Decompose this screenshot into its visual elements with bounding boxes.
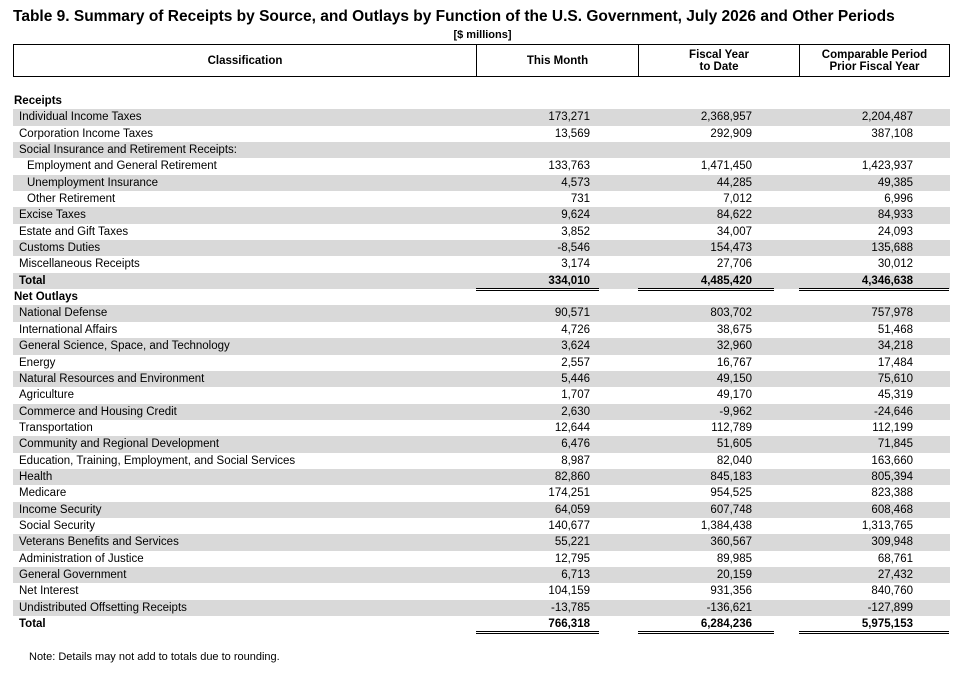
cell-prior-period: 30,012 (877, 258, 913, 271)
cell-prior-period: 45,319 (877, 389, 913, 402)
cell-prior-period: -127,899 (867, 601, 913, 614)
row-label: Individual Income Taxes (19, 111, 142, 124)
cell-prior-period: 840,760 (871, 585, 913, 598)
table-row (13, 207, 950, 223)
cell-prior-period: 823,388 (871, 487, 913, 500)
row-label: Energy (19, 356, 56, 369)
cell-this-month: 3,624 (561, 340, 590, 353)
table-row (13, 355, 950, 371)
table-row (13, 191, 950, 207)
header-fytd-line1: Fiscal Year (689, 48, 749, 61)
cell-fiscal-year-to-date: 4,485,420 (700, 274, 752, 287)
cell-fiscal-year-to-date: 34,007 (716, 225, 752, 238)
cell-fiscal-year-to-date: 51,605 (716, 438, 752, 451)
table-row (13, 224, 950, 240)
cell-this-month: 140,677 (548, 519, 590, 532)
cell-this-month: 82,860 (554, 470, 590, 483)
row-label: Social Security (19, 519, 96, 532)
cell-this-month: 173,271 (548, 111, 590, 124)
row-label: Income Security (19, 503, 102, 516)
row-label: Administration of Justice (19, 552, 144, 565)
row-label: Natural Resources and Environment (19, 372, 205, 385)
row-label: Receipts (14, 95, 62, 107)
table-row (13, 142, 950, 158)
cell-fiscal-year-to-date: 803,702 (710, 307, 752, 320)
cell-fiscal-year-to-date: 112,789 (711, 421, 752, 434)
row-label: Undistributed Offsetting Receipts (19, 601, 187, 614)
row-label: Estate and Gift Taxes (19, 225, 129, 238)
cell-fiscal-year-to-date: 49,170 (716, 389, 752, 402)
section-header-row (13, 93, 950, 109)
cell-this-month: 104,159 (548, 585, 590, 598)
table-row (13, 305, 950, 321)
cell-this-month: 1,707 (561, 389, 590, 402)
row-label: General Science, Space, and Technology (19, 340, 230, 353)
cell-prior-period: 71,845 (877, 438, 913, 451)
cell-prior-period: 5,975,153 (861, 618, 913, 630)
table-row (13, 387, 950, 403)
cell-prior-period: 24,093 (877, 225, 913, 238)
cell-fiscal-year-to-date: 1,471,450 (700, 160, 752, 173)
cell-this-month: -13,785 (550, 601, 590, 614)
cell-fiscal-year-to-date: 360,567 (710, 536, 752, 549)
cell-prior-period: 51,468 (877, 323, 913, 336)
row-label: Community and Regional Development (19, 438, 220, 451)
cell-fiscal-year-to-date: 2,368,957 (700, 111, 752, 124)
total-double-underline (799, 631, 949, 634)
cell-fiscal-year-to-date: 845,183 (710, 470, 752, 483)
cell-this-month: 3,174 (561, 258, 590, 271)
cell-fiscal-year-to-date: -9,962 (719, 405, 752, 418)
row-label: Unemployment Insurance (27, 176, 159, 189)
cell-prior-period: 6,996 (884, 193, 913, 206)
cell-fiscal-year-to-date: 32,960 (716, 340, 752, 353)
table-row (13, 551, 950, 567)
cell-this-month: 731 (570, 193, 590, 206)
cell-this-month: 90,571 (554, 307, 590, 320)
table-row (13, 404, 950, 420)
cell-prior-period: 17,484 (877, 356, 913, 369)
cell-this-month: 55,221 (554, 536, 590, 549)
table-body (13, 93, 950, 632)
row-label: Agriculture (19, 389, 74, 402)
table-title: Table 9. Summary of Receipts by Source, and Outlays by Function of the U.S. Government, July 2026 and Other Periods (13, 8, 895, 25)
cell-this-month: 2,630 (561, 405, 590, 418)
table-row (13, 109, 950, 125)
row-label: Commerce and Housing Credit (19, 405, 177, 418)
cell-this-month: 6,476 (561, 438, 590, 451)
table-row (13, 567, 950, 583)
cell-fiscal-year-to-date: 154,473 (710, 242, 752, 255)
cell-prior-period: 135,688 (871, 242, 913, 255)
header-fiscal-year-to-date (638, 44, 800, 77)
cell-fiscal-year-to-date: 607,748 (710, 503, 752, 516)
footnote: Note: Details may not add to totals due to rounding. (29, 651, 280, 663)
total-double-underline (476, 631, 599, 634)
cell-prior-period: 27,432 (877, 568, 913, 581)
row-label: Education, Training, Employment, and Social Services (19, 454, 296, 467)
cell-prior-period: 163,660 (871, 454, 913, 467)
cell-fiscal-year-to-date: -136,621 (706, 601, 752, 614)
cell-this-month: -8,546 (557, 242, 590, 255)
row-label: Customs Duties (19, 242, 101, 255)
cell-prior-period: -24,646 (873, 405, 913, 418)
cell-prior-period: 112,199 (872, 421, 913, 434)
table-row (13, 436, 950, 452)
cell-fiscal-year-to-date: 82,040 (716, 454, 752, 467)
row-label: Net Interest (19, 585, 79, 598)
row-label: Total (19, 274, 46, 287)
header-classification: Classification (13, 44, 477, 77)
cell-fiscal-year-to-date: 7,012 (723, 193, 752, 206)
cell-prior-period: 34,218 (877, 340, 913, 353)
row-label: International Affairs (19, 323, 118, 336)
table-header (13, 44, 950, 78)
cell-fiscal-year-to-date: 27,706 (716, 258, 752, 271)
cell-prior-period: 75,610 (877, 372, 913, 385)
table-row (13, 240, 950, 256)
total-row (13, 273, 950, 289)
row-label: Employment and General Retirement (27, 160, 217, 173)
cell-fiscal-year-to-date: 44,285 (716, 176, 752, 189)
header-fytd-line2: to Date (699, 60, 739, 73)
cell-prior-period: 805,394 (871, 470, 913, 483)
row-label: Other Retirement (27, 193, 116, 206)
cell-fiscal-year-to-date: 931,356 (710, 585, 752, 598)
cell-prior-period: 49,385 (877, 176, 913, 189)
row-label: Total (19, 618, 46, 630)
cell-prior-period: 84,933 (877, 209, 913, 222)
table-row (13, 502, 950, 518)
table-row (13, 126, 950, 142)
cell-this-month: 3,852 (561, 225, 590, 238)
cell-prior-period: 387,108 (871, 127, 913, 140)
cell-fiscal-year-to-date: 84,622 (716, 209, 752, 222)
row-label: National Defense (19, 307, 108, 320)
table-row (13, 256, 950, 272)
table-row (13, 158, 950, 174)
cell-prior-period: 1,423,937 (861, 160, 913, 173)
table-row (13, 322, 950, 338)
section-header-row (13, 289, 950, 305)
cell-this-month: 64,059 (554, 503, 590, 516)
cell-prior-period: 309,948 (871, 536, 913, 549)
cell-prior-period: 1,313,765 (861, 519, 913, 532)
cell-this-month: 12,795 (554, 552, 590, 565)
cell-this-month: 8,987 (561, 454, 590, 467)
cell-this-month: 6,713 (561, 568, 590, 581)
row-label: Transportation (19, 421, 93, 434)
cell-fiscal-year-to-date: 16,767 (716, 356, 752, 369)
table-row (13, 600, 950, 616)
table-row (13, 485, 950, 501)
cell-this-month: 5,446 (561, 372, 590, 385)
cell-prior-period: 68,761 (877, 552, 913, 565)
row-label: Health (19, 470, 53, 483)
cell-this-month: 4,726 (561, 323, 590, 336)
row-label: Net Outlays (14, 291, 78, 304)
cell-prior-period: 2,204,487 (861, 111, 913, 124)
table-row (13, 453, 950, 469)
cell-fiscal-year-to-date: 292,909 (710, 127, 752, 140)
table-row (13, 338, 950, 354)
row-label: Corporation Income Taxes (19, 127, 154, 140)
cell-fiscal-year-to-date: 38,675 (716, 323, 752, 336)
cell-this-month: 13,569 (554, 127, 590, 140)
total-double-underline (638, 631, 774, 634)
units-label: [$ millions] (453, 29, 512, 41)
cell-fiscal-year-to-date: 954,525 (710, 487, 752, 500)
table-row (13, 534, 950, 550)
cell-prior-period: 4,346,638 (861, 274, 913, 287)
header-prior-period (799, 44, 950, 77)
cell-fiscal-year-to-date: 1,384,438 (700, 519, 752, 532)
table-row (13, 420, 950, 436)
cell-this-month: 133,763 (548, 160, 590, 173)
row-label: Excise Taxes (19, 209, 86, 222)
cell-this-month: 334,010 (548, 274, 590, 287)
header-this-month: This Month (476, 44, 639, 77)
cell-prior-period: 757,978 (871, 307, 913, 320)
cell-prior-period: 608,468 (871, 503, 913, 516)
row-label: Social Insurance and Retirement Receipts: (19, 144, 237, 157)
cell-fiscal-year-to-date: 6,284,236 (700, 618, 752, 630)
cell-this-month: 12,644 (554, 421, 590, 434)
cell-this-month: 2,557 (561, 356, 590, 369)
table-row (13, 371, 950, 387)
row-label: Medicare (19, 487, 67, 500)
cell-fiscal-year-to-date: 89,985 (716, 552, 752, 565)
cell-fiscal-year-to-date: 20,159 (716, 568, 752, 581)
cell-this-month: 174,251 (548, 487, 590, 500)
table-row (13, 583, 950, 599)
table-row (13, 469, 950, 485)
cell-this-month: 9,624 (561, 209, 590, 222)
cell-this-month: 766,318 (548, 618, 590, 630)
row-label: General Government (19, 568, 127, 581)
table-row (13, 175, 950, 191)
total-row (13, 616, 950, 632)
header-prior-line1: Comparable Period (821, 48, 928, 61)
row-label: Veterans Benefits and Services (19, 536, 179, 549)
cell-fiscal-year-to-date: 49,150 (716, 372, 752, 385)
header-prior-line2: Prior Fiscal Year (829, 60, 920, 73)
table-row (13, 518, 950, 534)
cell-this-month: 4,573 (561, 176, 590, 189)
row-label: Miscellaneous Receipts (19, 258, 140, 271)
